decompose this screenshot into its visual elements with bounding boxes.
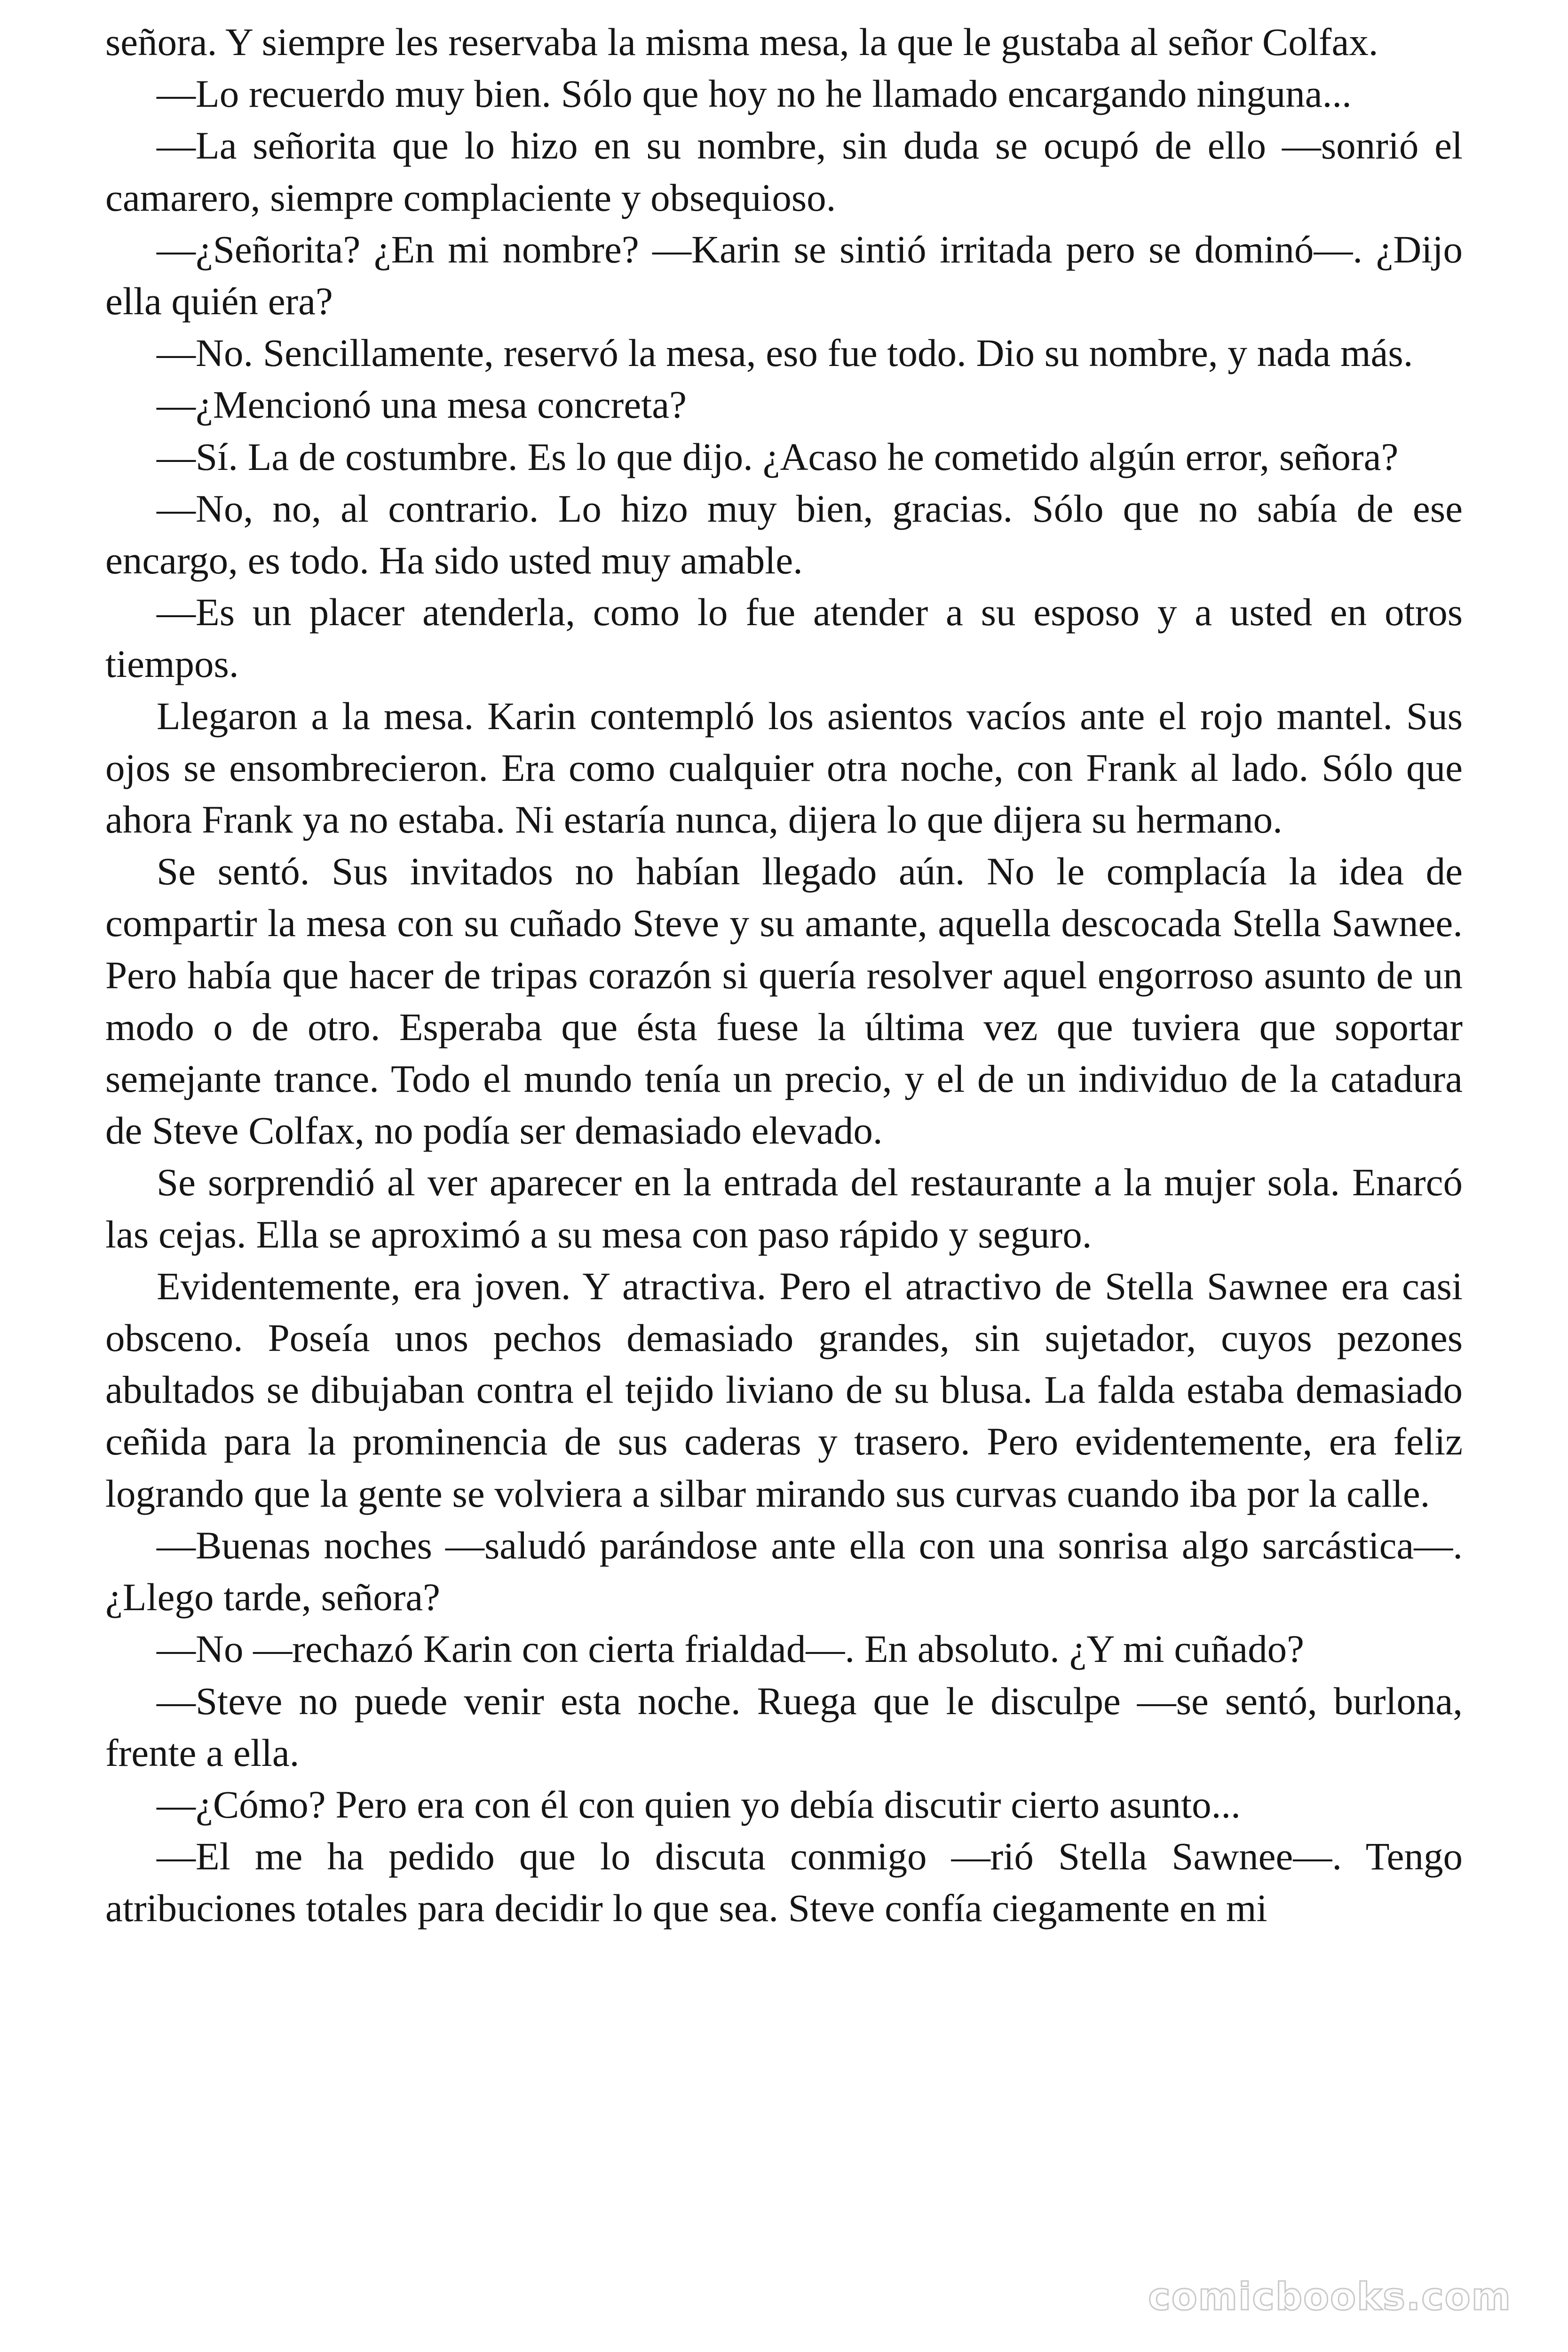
- paragraph: —No, no, al contrario. Lo hizo muy bien, gracias. Sólo que no sabía de ese encargo, es todo. Ha sido usted muy amable.: [105, 486, 1463, 582]
- paragraph: —El me ha pedido que lo discuta conmigo —rió Stella Sawnee—. Tengo atribuciones totales para decidir lo que sea. Steve confía ciegamente en mi: [105, 1835, 1463, 1930]
- paragraph: —¿Señorita? ¿En mi nombre? —Karin se sintió irritada pero se dominó—. ¿Dijo ella quién era?: [105, 227, 1463, 323]
- paragraph: —Lo recuerdo muy bien. Sólo que hoy no he llamado encargando ninguna...: [157, 72, 1352, 116]
- paragraph: Llegaron a la mesa. Karin contempló los asientos vacíos ante el rojo mantel. Sus ojos se ensombrecieron. Era como cualquier otra noche, con Frank al lado. Sólo que ahora Frank ya no estaba. Ni estaría nunca, dijera lo que dijera su hermano.: [105, 694, 1463, 842]
- paragraph: —Steve no puede venir esta noche. Ruega que le disculpe —se sentó, burlona, frente a ella.: [105, 1679, 1463, 1774]
- paragraph: —La señorita que lo hizo en su nombre, sin duda se ocupó de ello —sonrió el camarero, siempre complaciente y obsequioso.: [105, 124, 1463, 219]
- paragraph: —¿Mencionó una mesa concreta?: [157, 383, 687, 427]
- paragraph: señora. Y siempre les reservaba la misma mesa, la que le gustaba al señor Colfax.: [105, 20, 1378, 64]
- paragraph: —Sí. La de costumbre. Es lo que dijo. ¿Acaso he cometido algún error, señora?: [157, 435, 1399, 478]
- paragraph: —No —rechazó Karin con cierta frialdad—. En absoluto. ¿Y mi cuñado?: [157, 1627, 1304, 1671]
- watermark: comicbooks.com: [1148, 2275, 1512, 2319]
- paragraph: Se sorprendió al ver aparecer en la entrada del restaurante a la mujer sola. Enarcó las cejas. Ella se aproximó a su mesa con paso rápido y seguro.: [105, 1160, 1463, 1256]
- paragraph: —Buenas noches —saludó parándose ante ella con una sonrisa algo sarcástica—. ¿Llego tarde, señora?: [105, 1523, 1463, 1619]
- paragraph: Se sentó. Sus invitados no habían llegado aún. No le complacía la idea de compartir la mesa con su cuñado Steve y su amante, aquella descocada Stella Sawnee. Pero había que hacer de tripas corazón si quería resolver aquel engorroso asunto de un modo o de otro. Esperaba que ésta fuese la última vez que tuviera que soportar semejante trance. Todo el mundo tenía un precio, y el de un individuo de la catadura de Steve Colfax, no podía ser demasiado elevado.: [105, 850, 1463, 1152]
- paragraph: —Es un placer atenderla, como lo fue atender a su esposo y a usted en otros tiempos.: [105, 590, 1463, 686]
- document-page: [105, 16, 1463, 2312]
- paragraph: Evidentemente, era joven. Y atractiva. Pero el atractivo de Stella Sawnee era casi obsceno. Poseía unos pechos demasiado grandes, sin sujetador, cuyos pezones abultados se dibujaban contra el tejido liviano de su blusa. La falda estaba demasiado ceñida para la prominencia de sus caderas y trasero. Pero evidentemente, era feliz logrando que la gente se volviera a silbar mirando sus curvas cuando iba por la calle.: [105, 1264, 1463, 1515]
- paragraph: —No. Sencillamente, reservó la mesa, eso fue todo. Dio su nombre, y nada más.: [157, 331, 1413, 375]
- paragraph: —¿Cómo? Pero era con él con quien yo debía discutir cierto asunto...: [157, 1782, 1241, 1826]
